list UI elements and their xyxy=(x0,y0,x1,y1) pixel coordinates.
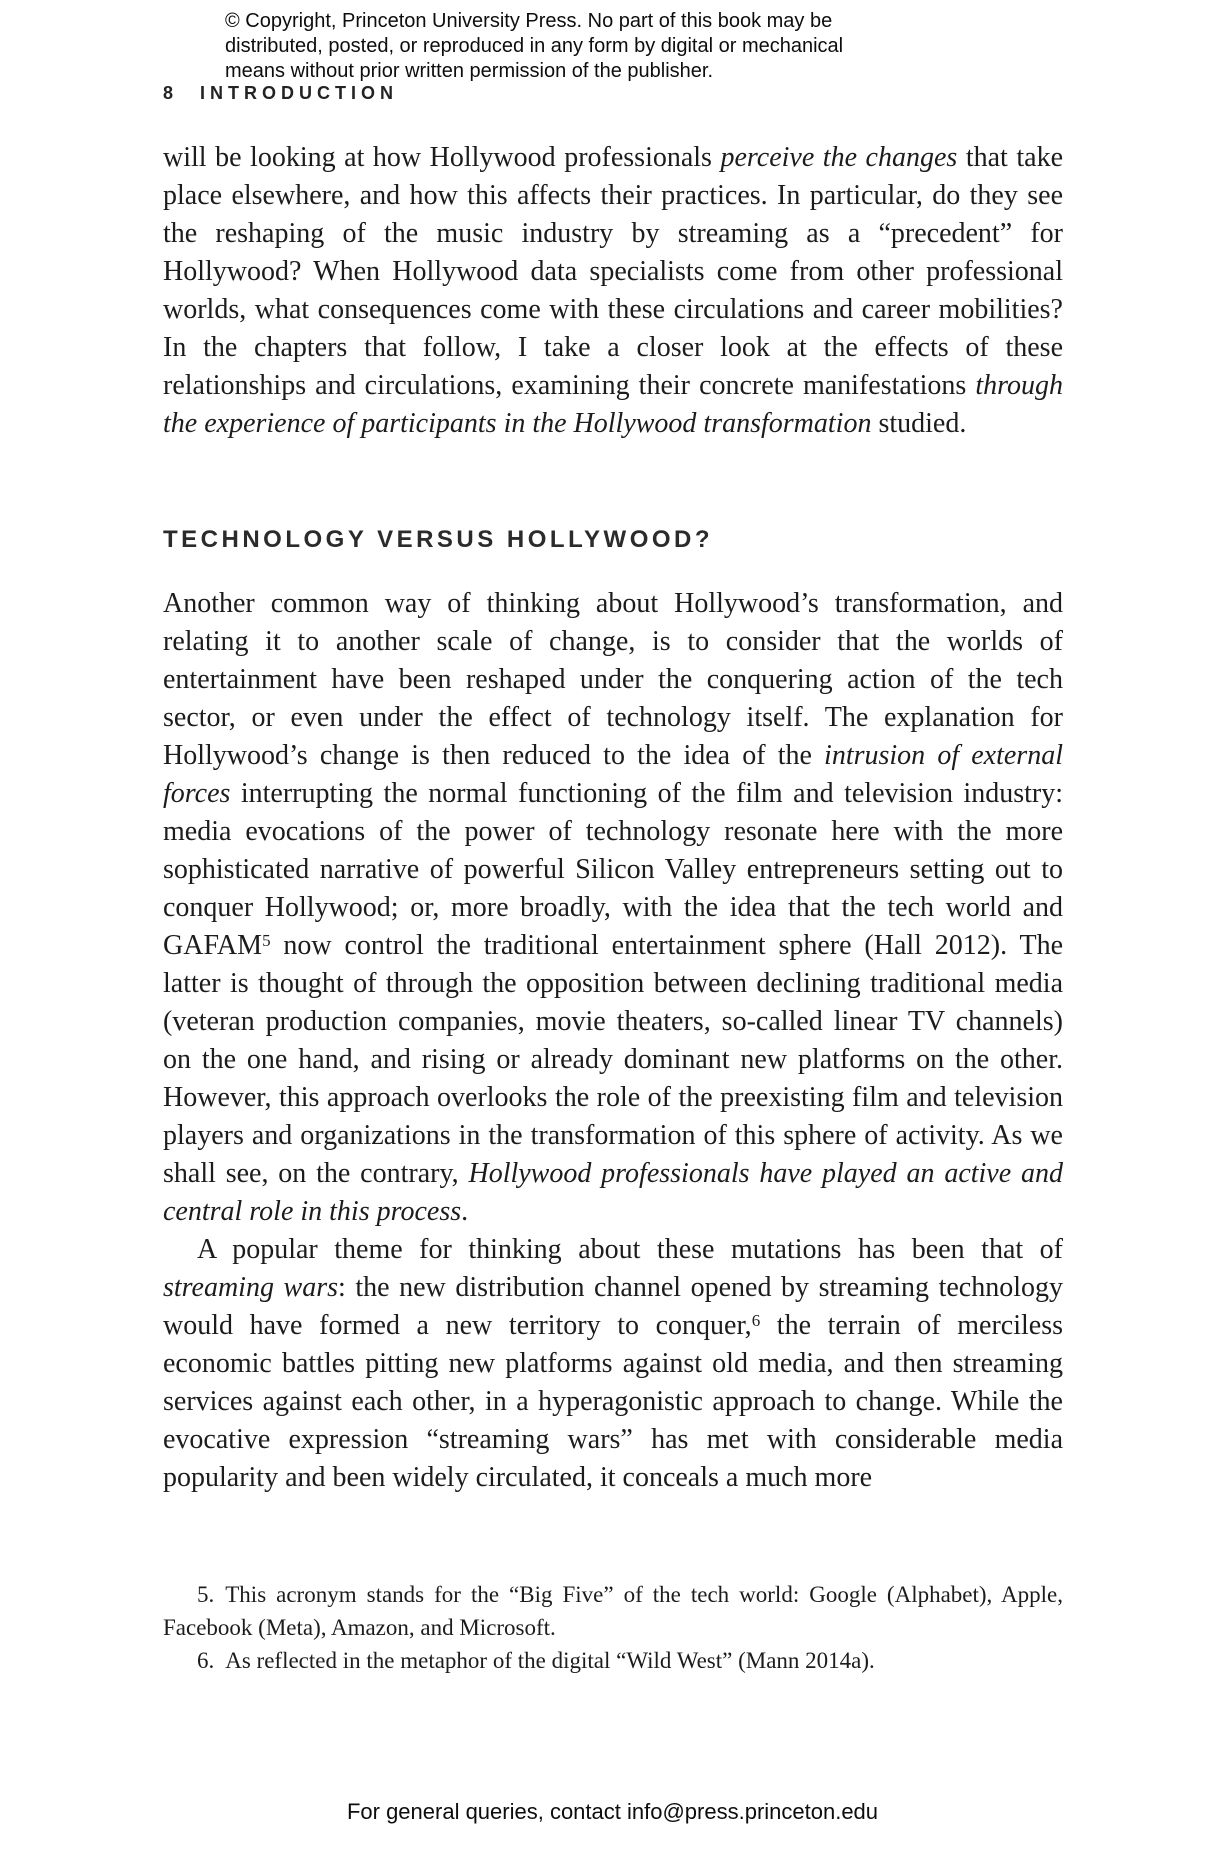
text-run: : the new distribution channel opened by streaming technology would have formed a new territory to conquer, xyxy=(163,1272,1063,1341)
text-run: will be looking at how Hollywood professionals xyxy=(163,142,721,173)
page-footer-contact: For general queries, contact info@press.princeton.edu xyxy=(346,1799,879,1824)
footnote-text: As reflected in the metaphor of the digital “Wild West” (Mann 2014a). xyxy=(225,1648,875,1673)
text-run: studied. xyxy=(871,408,967,439)
copyright-notice xyxy=(225,9,865,84)
footnote-reference: 6 xyxy=(751,1310,761,1330)
italic-text: Hollywood professionals have played an active and central role in this process xyxy=(163,1158,1063,1227)
copyright-line: means without prior written permission of the publisher. xyxy=(225,60,714,82)
text-run: the terrain of merciless economic battles pitting new platforms against old media, and then streaming services against each other, in a hyperagonistic approach to change. While the evocative expression “streaming wars” has met with considerable media popularity and been widely circulated, it conceals a much more xyxy=(163,1310,1063,1493)
copyright-line: distributed, posted, or reproduced in any form by digital or mechanical xyxy=(225,35,844,57)
paragraph xyxy=(163,1231,1063,1497)
footnote-number: 5. xyxy=(197,1582,215,1607)
italic-text: through the experience of participants in the Hollywood transformation xyxy=(163,370,1063,439)
italic-text: perceive the changes xyxy=(720,142,958,173)
text-run: . xyxy=(461,1196,469,1227)
footnotes xyxy=(163,1578,1063,1677)
paragraph xyxy=(163,139,1063,443)
text-run: now control the traditional entertainment sphere (Hall 2012). The latter is thought of through the opposition between declining traditional media (veteran production companies, movie theaters, so-called linear TV channels) on the one hand, and rising or already dominant new platforms on the other. However, this approach overlooks the role of the preexisting film and television players and organizations in the transformation of this sphere of activity. As we shall see, on the contrary, xyxy=(163,930,1063,1189)
running-head-title: INTRODUCTION xyxy=(200,83,399,103)
text-run: Another common way of thinking about Hollywood’s transformation, and relating it to another scale of change, is to consider that the worlds of entertainment have been reshaped under the conquering action of the tech sector, or even under the effect of technology itself. The explanation for Hollywood’s change is then reduced to the idea of the xyxy=(163,588,1063,771)
copyright-line: © Copyright, Princeton University Press. No part of this book may be xyxy=(225,10,833,32)
section-heading: TECHNOLOGY VERSUS HOLLYWOOD? xyxy=(163,526,714,553)
footnote-text: This acronym stands for the “Big Five” of the tech world: Google (Alphabet), Apple, Facebook (Meta), Amazon, and Microsoft. xyxy=(163,1582,1063,1640)
text-run: that take place elsewhere, and how this affects their practices. In particular, do they see the reshaping of the music industry by streaming as a “precedent” for Hollywood? When Hollywood data specialists come from other professional worlds, what consequences come with these circulations and career mobilities? In the chapters that follow, I take a closer look at the effects of these relationships and circulations, examining their concrete manifestations xyxy=(163,142,1063,401)
footnote-number: 6. xyxy=(197,1648,215,1673)
italic-text: streaming wars xyxy=(163,1272,338,1303)
body-text xyxy=(163,139,1063,1497)
text-run: interrupting the normal functioning of the film and television industry: media evocations of the power of technology resonate here with the more sophisticated narrative of powerful Silicon Valley entrepreneurs setting out to conquer Hollywood; or, more broadly, with the idea that the tech world and GAFAM xyxy=(163,778,1063,961)
footnote xyxy=(163,1578,1063,1644)
italic-text: intrusion of external forces xyxy=(163,740,1063,809)
page-number: 8 xyxy=(163,83,175,103)
paragraph xyxy=(163,585,1063,1231)
footnote-reference: 5 xyxy=(262,930,271,950)
footnote xyxy=(163,1644,1063,1677)
running-head xyxy=(163,83,398,104)
text-run: A popular theme for thinking about these mutations has been that of xyxy=(197,1234,1063,1265)
